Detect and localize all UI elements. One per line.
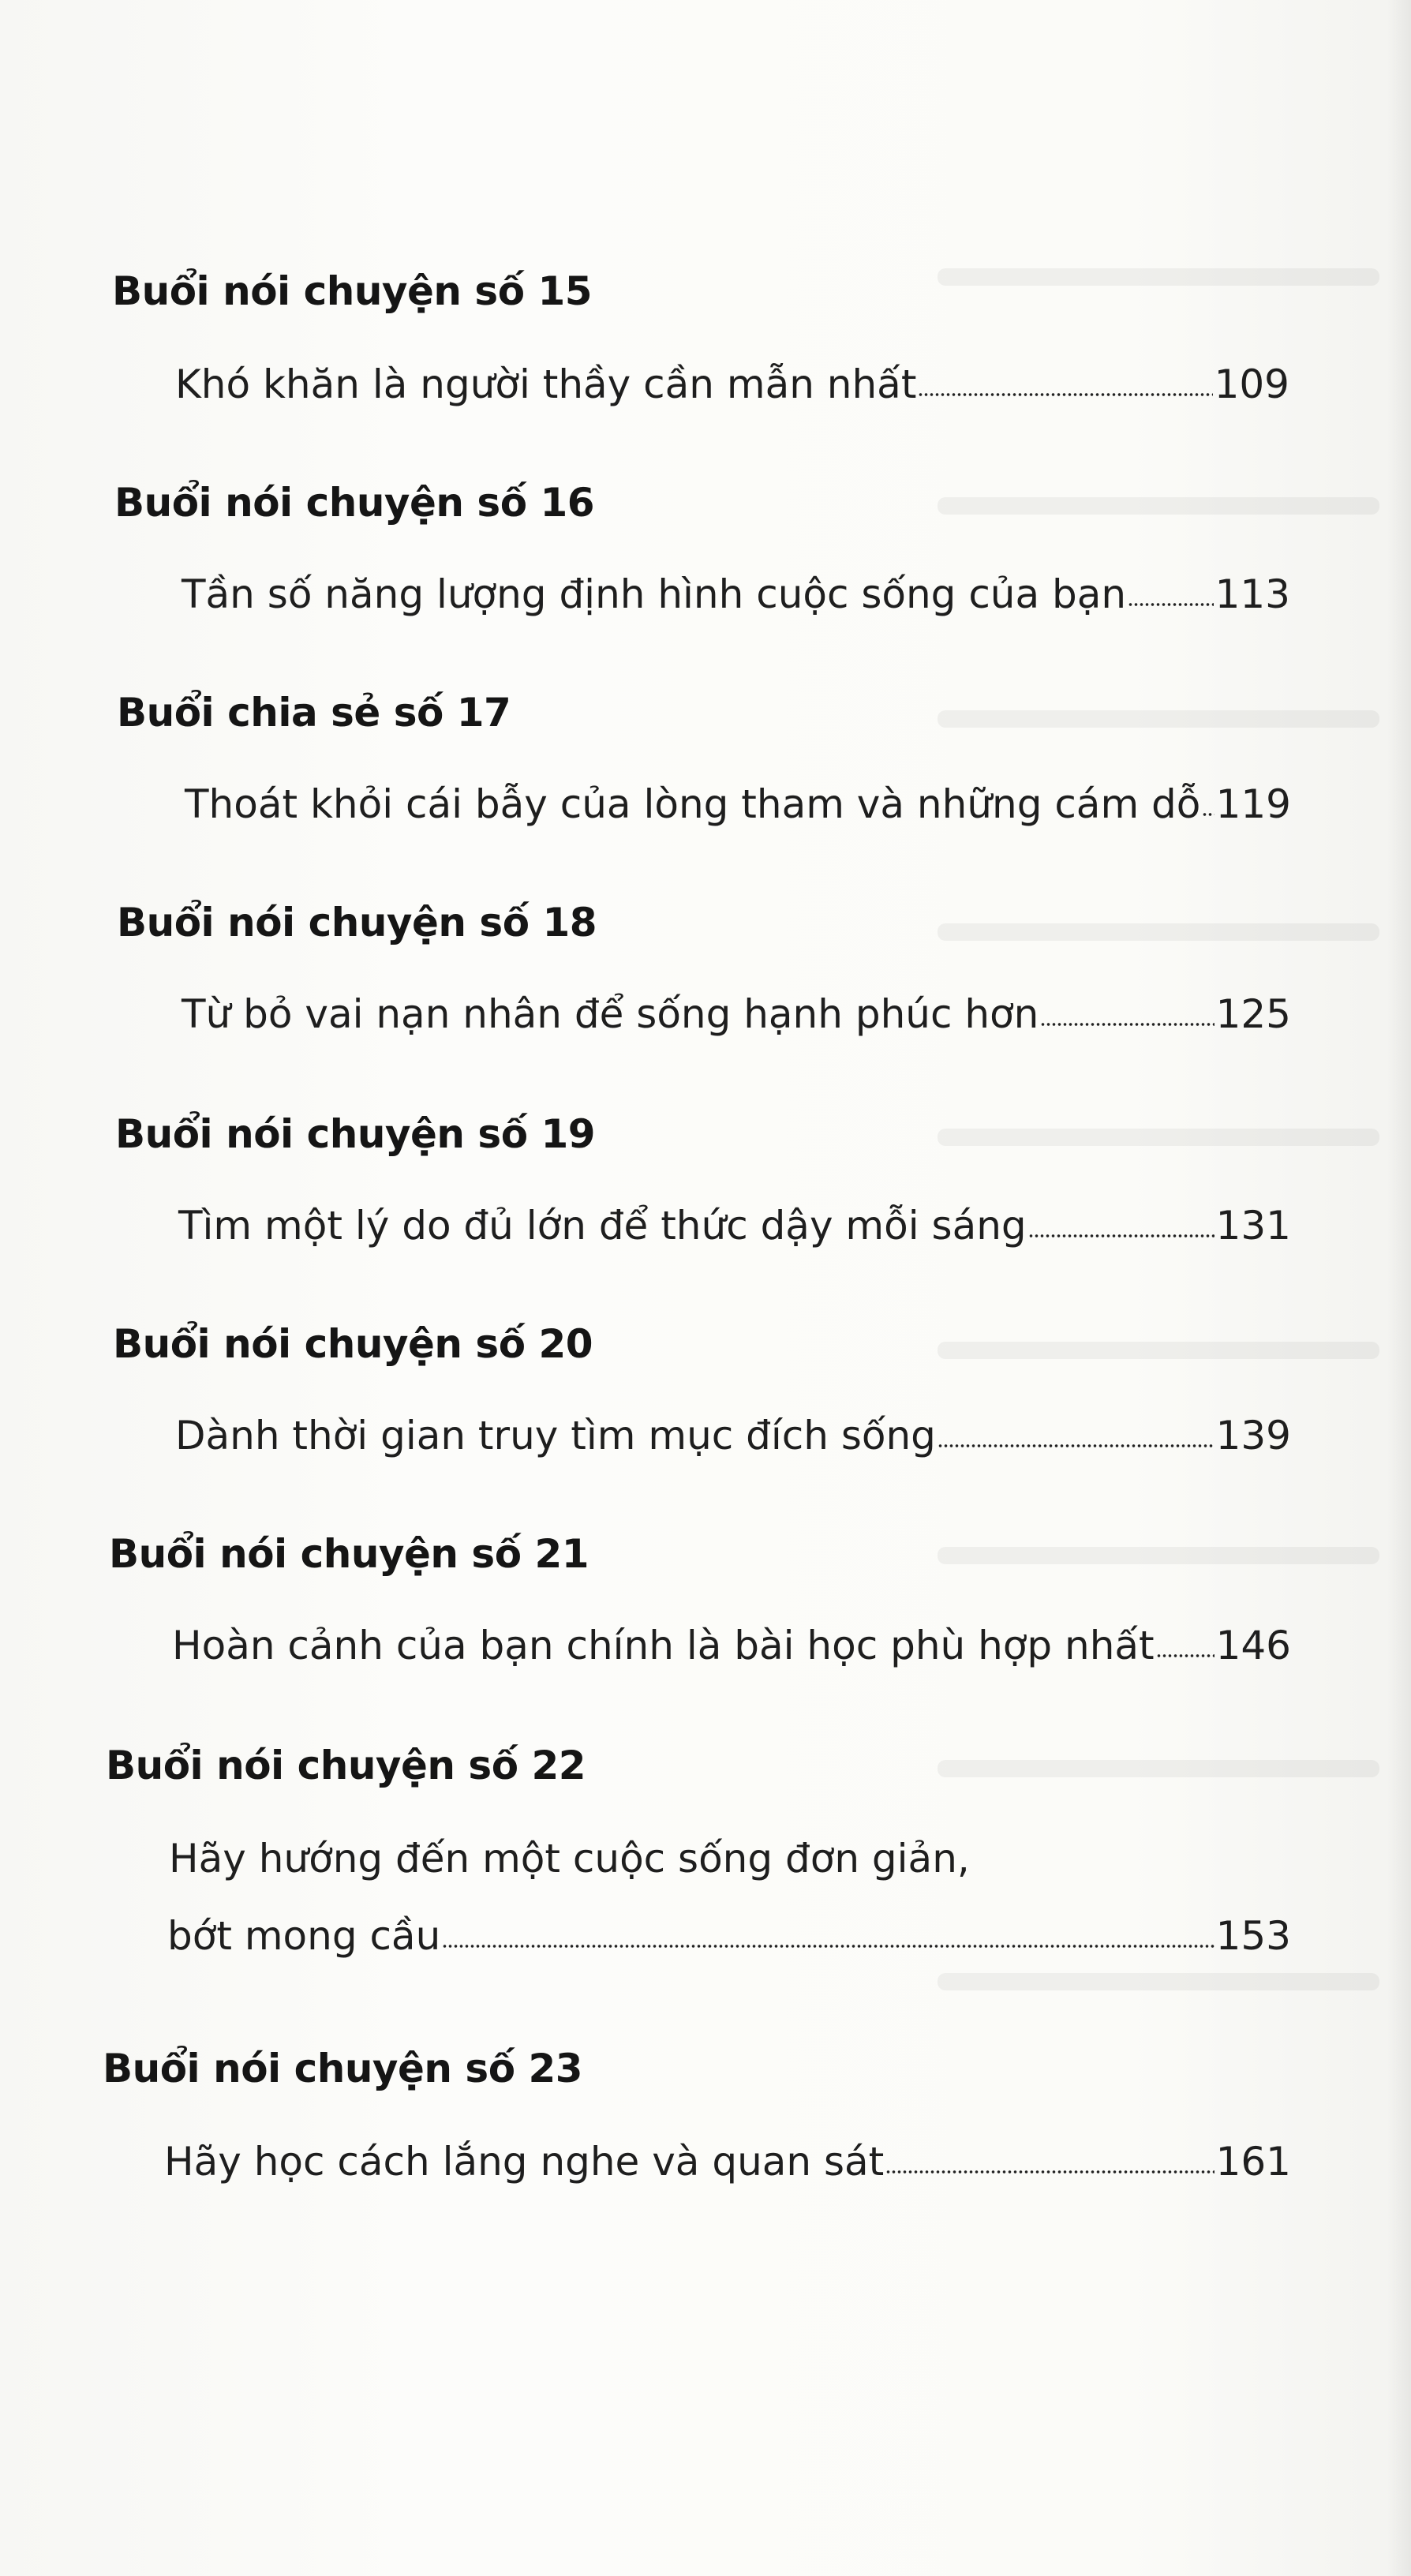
toc-entry xyxy=(172,1623,1291,1668)
toc-entry-title-line1: Hãy hướng đến một cuộc sống đơn giản, xyxy=(169,1836,970,1881)
toc-entry-title: Hoàn cảnh của bạn chính là bài học phù hợp nhất xyxy=(172,1623,1155,1668)
toc-heading: Buổi nói chuyện số 22 xyxy=(106,1743,586,1788)
toc-heading: Buổi nói chuyện số 20 xyxy=(113,1321,593,1367)
toc-entry xyxy=(185,781,1291,827)
toc-entry-title: Từ bỏ vai nạn nhân để sống hạnh phúc hơn xyxy=(182,991,1039,1037)
dot-leader xyxy=(442,1941,1214,1949)
toc-heading: Buổi chia sẻ số 17 xyxy=(117,690,511,736)
toc-page-number: 146 xyxy=(1215,1623,1291,1668)
dot-leader xyxy=(885,2167,1214,2175)
toc-entry-title: Thoát khỏi cái bẫy của lòng tham và những cám dỗ xyxy=(185,781,1201,827)
toc-heading: Buổi nói chuyện số 15 xyxy=(112,268,593,314)
dot-leader xyxy=(1040,1020,1214,1028)
toc-page-number: 109 xyxy=(1214,361,1289,407)
toc-entry-title: bớt mong cầu xyxy=(167,1913,441,1959)
dot-leader xyxy=(1128,600,1213,608)
toc-heading: Buổi nói chuyện số 16 xyxy=(114,480,595,526)
toc-page-number: 125 xyxy=(1215,991,1291,1037)
toc-page-number: 113 xyxy=(1215,571,1290,617)
toc-heading: Buổi nói chuyện số 18 xyxy=(117,900,597,945)
toc-page-number: 139 xyxy=(1215,1413,1291,1458)
toc-entry xyxy=(178,1203,1291,1249)
toc-entry xyxy=(175,361,1289,407)
toc-entry-title: Dành thời gian truy tìm mục đích sống xyxy=(175,1413,936,1458)
toc-entry xyxy=(175,1413,1291,1458)
toc-entry xyxy=(182,571,1290,617)
dot-leader xyxy=(1028,1231,1215,1239)
toc-heading: Buổi nói chuyện số 23 xyxy=(103,2046,583,2091)
toc-page-number: 119 xyxy=(1215,781,1291,827)
toc-entry-title: Khó khăn là người thầy cần mẫn nhất xyxy=(175,361,917,407)
toc-heading: Buổi nói chuyện số 19 xyxy=(115,1111,596,1157)
page-edge-shadow xyxy=(1387,0,1411,2576)
dot-leader xyxy=(918,390,1212,398)
toc-page-number: 153 xyxy=(1215,1913,1291,1959)
dot-leader xyxy=(938,1441,1215,1449)
dot-leader xyxy=(1156,1651,1215,1659)
toc-heading: Buổi nói chuyện số 21 xyxy=(109,1531,589,1577)
toc-entry xyxy=(164,2139,1291,2185)
toc-entry-title: Tìm một lý do đủ lớn để thức dậy mỗi sáng xyxy=(178,1203,1027,1249)
toc-entry-title: Hãy học cách lắng nghe và quan sát xyxy=(164,2139,885,2185)
toc-entry-title: Tần số năng lượng định hình cuộc sống của bạn xyxy=(182,571,1127,617)
toc-page-number: 131 xyxy=(1215,1203,1291,1249)
toc-page-number: 161 xyxy=(1215,2139,1291,2185)
dot-leader xyxy=(1202,810,1214,818)
toc-entry xyxy=(182,991,1291,1037)
toc-entry xyxy=(167,1913,1291,1959)
